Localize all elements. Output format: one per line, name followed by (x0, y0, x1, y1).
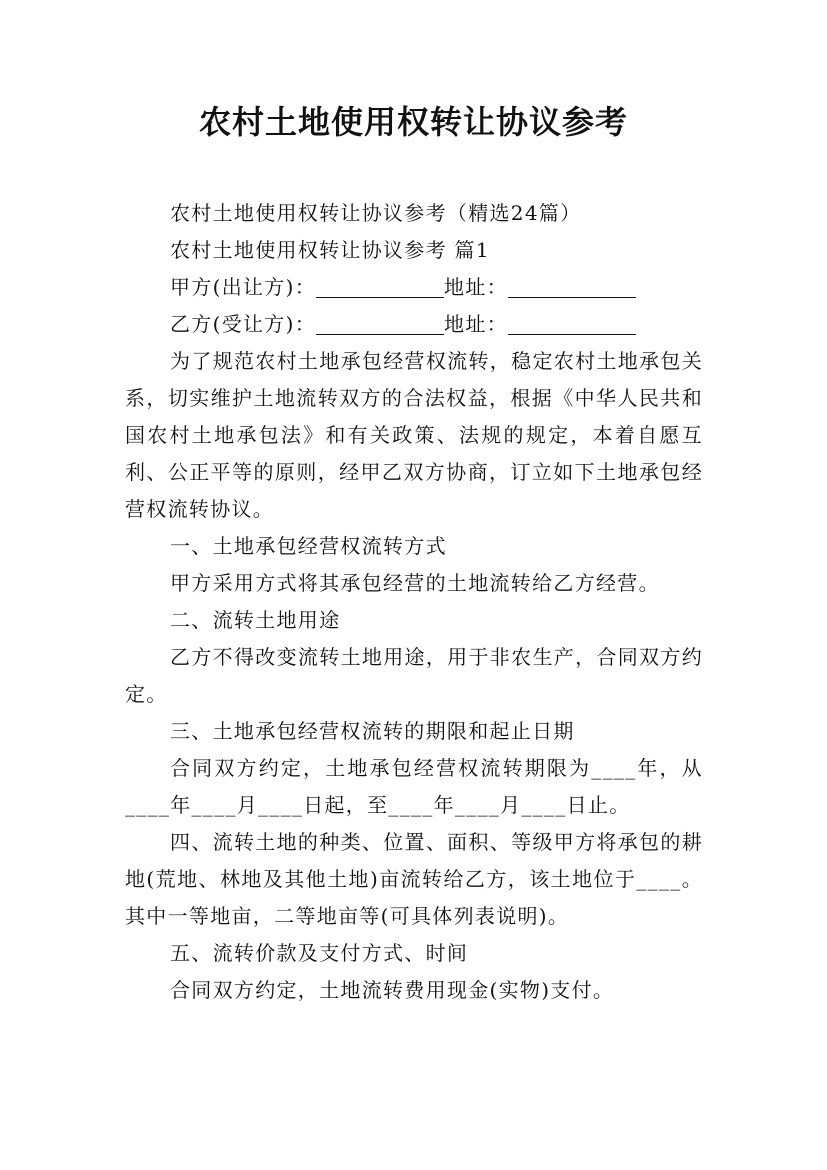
section-3-text: 合同双方约定，土地承包经营权流转期限为____年，从____年____月____日起，至____年____月____日止。 (125, 756, 703, 817)
document-body (125, 195, 703, 1009)
document-title: 农村土地使用权转让协议参考 (198, 103, 628, 141)
party-a-line (125, 269, 703, 306)
section-1-heading: 一、土地承包经营权流转方式 (170, 534, 447, 558)
subtitle: 农村土地使用权转让协议参考（精选24篇） (170, 201, 582, 225)
section-2-heading: 二、流转土地用途 (170, 608, 341, 632)
section-1-text: 甲方采用方式将其承包经营的土地流转给乙方经营。 (170, 571, 660, 595)
party-b-name-blank (316, 312, 444, 335)
intro-paragraph: 为了规范农村土地承包经营权流转，稳定农村土地承包关系，切实维护土地流转双方的合法权益，根据《中华人民共和国农村土地承包法》和有关政策、法规的规定，本着自愿互利、公正平等的原则，经甲乙双方协商，订立如下土地承包经营权流转协议。 (125, 349, 703, 521)
party-b-address-blank (508, 312, 636, 335)
section-5-heading: 五、流转价款及支付方式、时间 (170, 941, 469, 965)
party-a-address-label: 地址： (444, 275, 508, 299)
party-a-name-blank (316, 275, 444, 298)
section-2-text: 乙方不得改变流转土地用途，用于非农生产，合同双方约定。 (125, 645, 703, 706)
party-b-address-label: 地址： (444, 312, 508, 336)
section-3-heading: 三、土地承包经营权流转的期限和起止日期 (170, 719, 575, 743)
party-b-label: 乙方(受让方)： (170, 312, 317, 336)
section-heading: 农村土地使用权转让协议参考 篇1 (170, 238, 490, 262)
section-4-text: 四、流转土地的种类、位置、面积、等级甲方将承包的耕地(荒地、林地及其他土地)亩流转给乙方，该土地位于____。其中一等地亩，二等地亩等(可具体列表说明)。 (125, 830, 703, 928)
section-5-text: 合同双方约定，土地流转费用现金(实物)支付。 (170, 978, 615, 1002)
party-b-line (125, 306, 703, 343)
party-a-address-blank (508, 275, 636, 298)
party-a-label: 甲方(出让方)： (170, 275, 317, 299)
